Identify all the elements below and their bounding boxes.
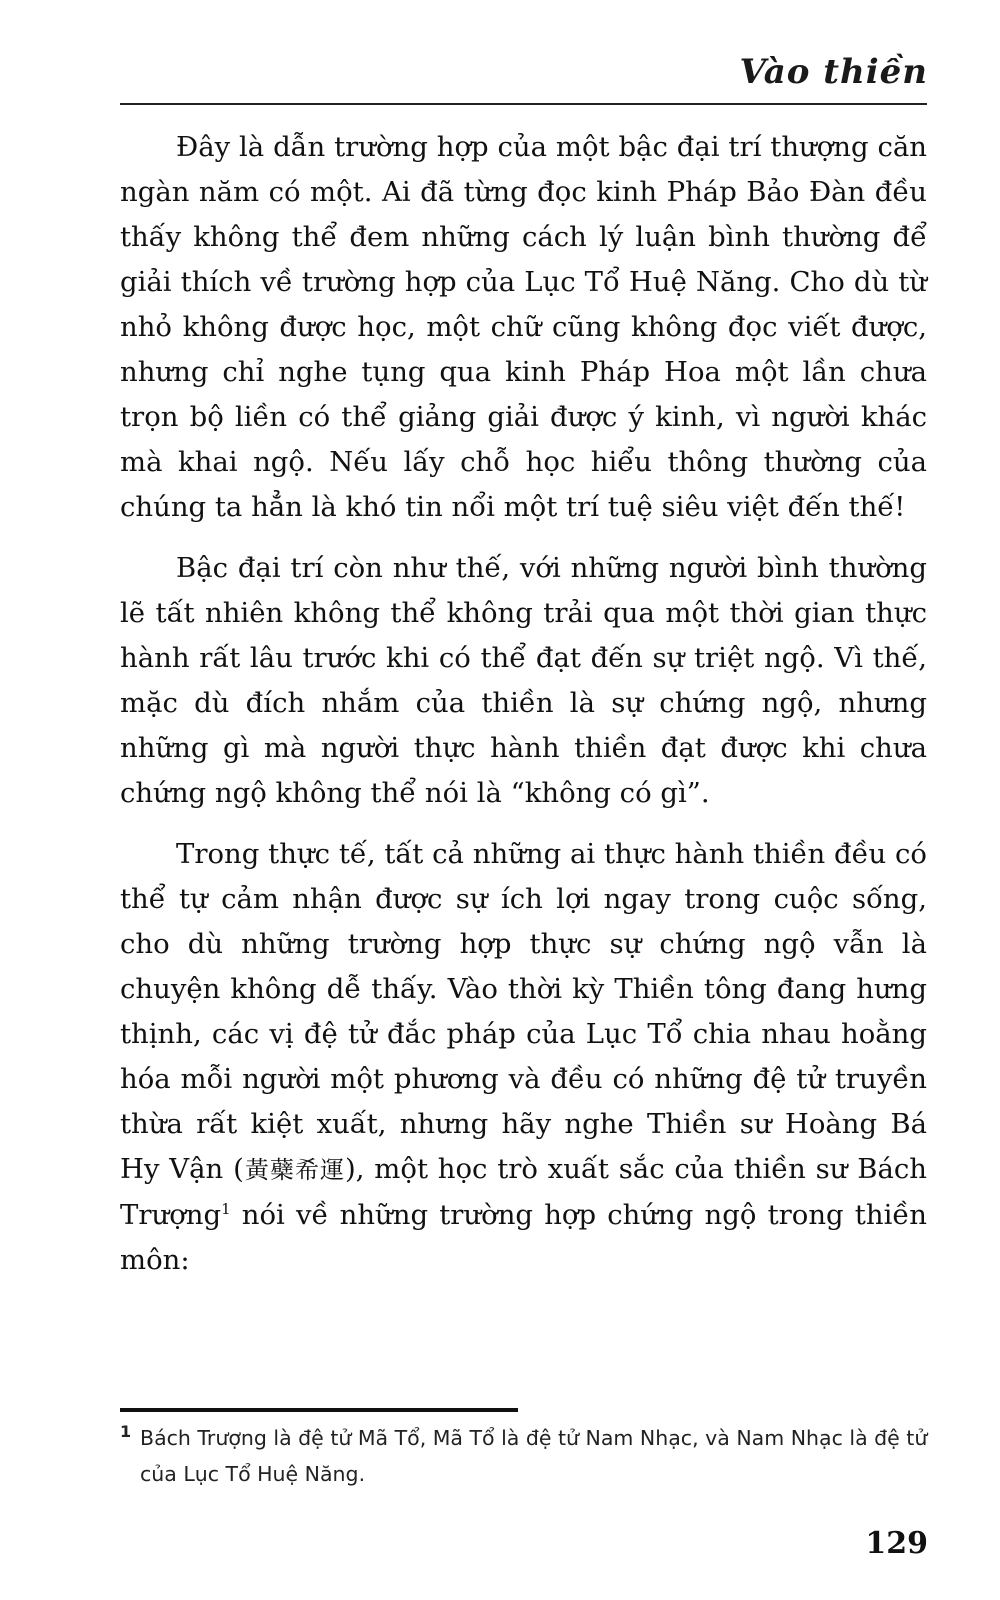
paragraph-3-text-end: nói về những trường hợp chứng ngộ trong thiền môn: bbox=[120, 1199, 927, 1276]
paragraph-3-text-start: Trong thực tế, tất cả những ai thực hành thiền đều có thể tự cảm nhận được sự ích lợi ngay trong cuộc sống, cho dù những trường hợp thực sự chứng ngộ vẫn là chuyện không dễ thấy. Vào thời kỳ Thiền tông đang hưng thịnh, các vị đệ tử đắc pháp của Lục Tổ chia nhau hoằng hóa mỗi người một phương và đều có những đệ tử truyền thừa rất kiệt xuất, nhưng hãy nghe Thiền sư Hoàng Bá Hy Vận ( bbox=[120, 838, 927, 1185]
page-number: 129 bbox=[865, 1526, 928, 1561]
paragraph-3-text-middle: ), một học trò xuất sắc của thiền sư Bách Trượng bbox=[120, 1153, 927, 1231]
paragraph-3 bbox=[120, 832, 927, 1283]
running-header-title: Vào thiền bbox=[739, 52, 928, 92]
chinese-name-characters: 黃蘗希運 bbox=[243, 1156, 346, 1184]
footnote-reference-marker[interactable]: 1 bbox=[221, 1199, 231, 1218]
paragraph-2: Bậc đại trí còn như thế, với những người bình thường lẽ tất nhiên không thể không trải qua một thời gian thực hành rất lâu trước khi có thể đạt đến sự triệt ngộ. Vì thế, mặc dù đích nhắm của thiền là sự chứng ngộ, nhưng những gì mà người thực hành thiền đạt được khi chưa chứng ngộ không thể nói là “không có gì”. bbox=[120, 552, 927, 809]
main-body-text bbox=[120, 125, 927, 1299]
footnote-number: 1 bbox=[120, 1422, 132, 1441]
header-divider bbox=[120, 103, 927, 105]
footnote-divider bbox=[120, 1408, 518, 1412]
footnote bbox=[120, 1420, 930, 1492]
paragraph-1: Đây là dẫn trường hợp của một bậc đại trí thượng căn ngàn năm có một. Ai đã từng đọc kinh Pháp Bảo Đàn đều thấy không thể đem những cách lý luận bình thường để giải thích về trường hợp của Lục Tổ Huệ Năng. Cho dù từ nhỏ không được học, một chữ cũng không đọc viết được, nhưng chỉ nghe tụng qua kinh Pháp Hoa một lần chưa trọn bộ liền có thể giảng giải được ý kinh, vì người khác mà khai ngộ. Nếu lấy chỗ học hiểu thông thường của chúng ta hẳn là khó tin nổi một trí tuệ siêu việt đến thế! bbox=[120, 131, 927, 523]
footnote-text: Bách Trượng là đệ tử Mã Tổ, Mã Tổ là đệ tử Nam Nhạc, và Nam Nhạc là đệ tử của Lục Tổ Huệ Năng. bbox=[140, 1426, 928, 1486]
